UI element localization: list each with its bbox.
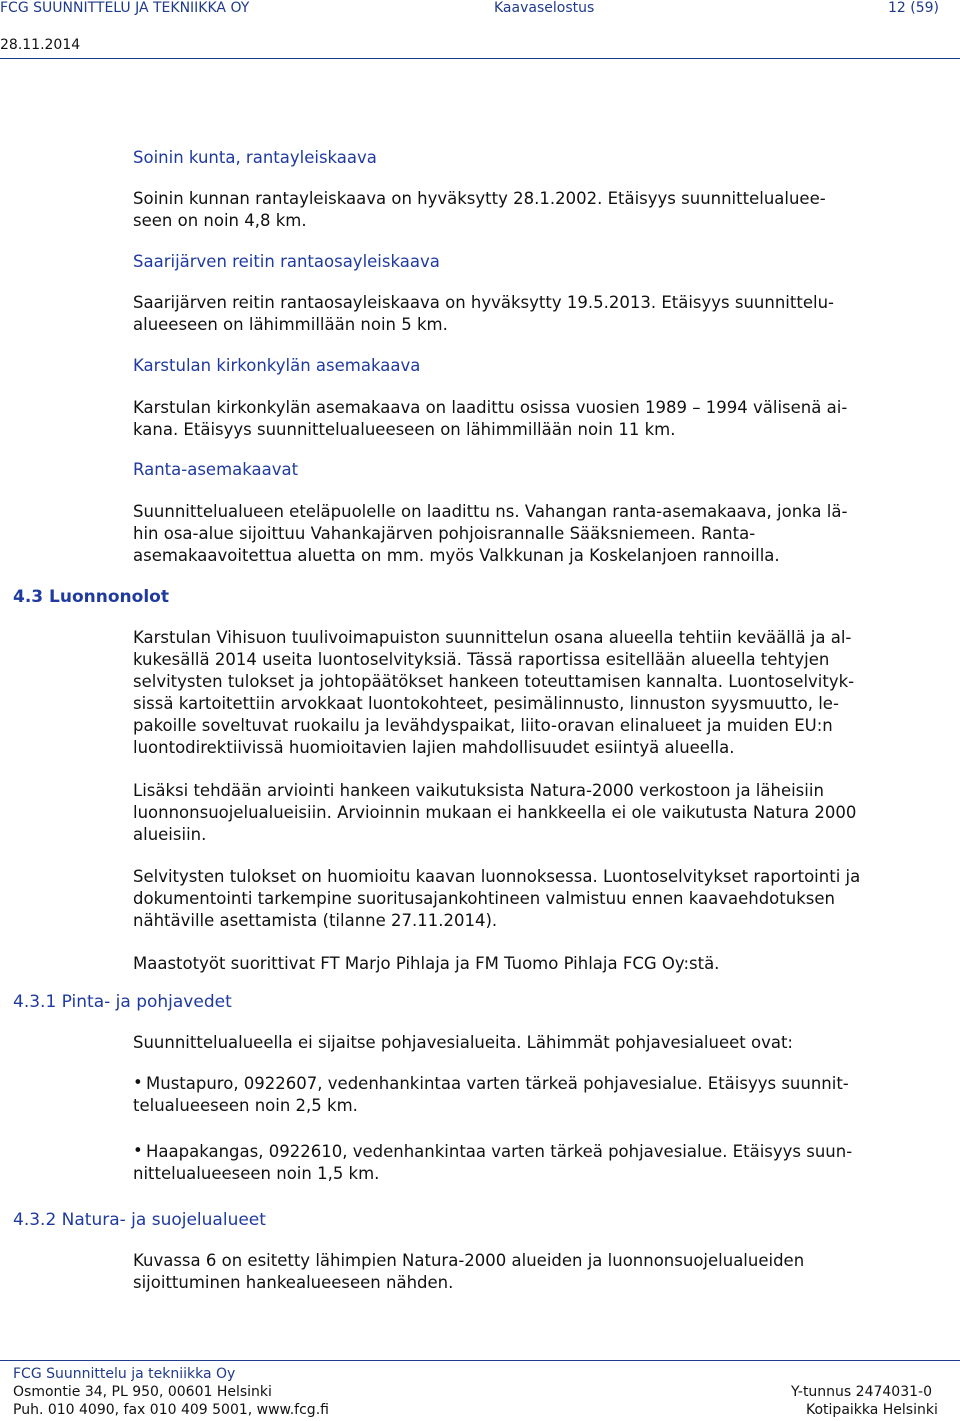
para-431-intro: Suunnittelualueella ei sijaitse pohjavesialueita. Lähimmät pohjavesialueet ovat: — [133, 1033, 793, 1052]
para-432-2: sijoittuminen hankealueeseen nähden. — [133, 1273, 454, 1292]
para-43c-3: nähtäville asettamista (tilanne 27.11.2014). — [133, 911, 498, 930]
para-43d-1: Maastotyöt suorittivat FT Marjo Pihlaja ja FM Tuomo Pihlaja FCG Oy:stä. — [133, 954, 720, 973]
subheading-soini: Soinin kunta, rantayleiskaava — [133, 148, 377, 167]
para-43a-1: Karstulan Vihisuon tuulivoimapuiston suunnittelun osana alueella tehtiin keväällä ja al- — [133, 628, 852, 647]
para-43b-3: alueisiin. — [133, 825, 207, 844]
subheading-saarijarvi: Saarijärven reitin rantaosayleiskaava — [133, 252, 440, 271]
para-karstula-2: kana. Etäisyys suunnittelualueeseen on lähimmillään noin 11 km. — [133, 420, 676, 439]
footer-rule — [0, 1360, 960, 1361]
para-43a-4: sissä kartoitettiin arvokkaat luontokohteet, pesimälinnusto, linnuston syysmuutto, le- — [133, 694, 839, 713]
para-43a-3: selvitysten tulokset ja johtopäätökset hankeen toteuttamisen kannalta. Luontoselvityk- — [133, 672, 855, 691]
bullet-haapakangas-2: nittelualueeseen noin 1,5 km. — [133, 1164, 380, 1183]
para-saarijarvi-2: alueeseen on lähimmillään noin 5 km. — [133, 315, 448, 334]
bullet-mustapuro-1: Mustapuro, 0922607, vedenhankintaa varten tärkeä pohjavesialue. Etäisyys suunnit- — [146, 1074, 849, 1093]
header-date: 28.11.2014 — [0, 37, 81, 53]
footer-home: Kotipaikka Helsinki — [806, 1402, 938, 1418]
bullet-haapakangas-1: Haapakangas, 0922610, vedenhankintaa varten tärkeä pohjavesialue. Etäisyys suun- — [146, 1142, 853, 1161]
para-43a-2: kukesällä 2014 useita luontoselvityksiä. Tässä raportissa esitellään alueella tehtyjen — [133, 650, 830, 669]
bullet-icon: • — [133, 1073, 143, 1092]
bullet-mustapuro-2: telualueeseen noin 2,5 km. — [133, 1096, 358, 1115]
header-page: 12 (59) — [888, 0, 940, 16]
bullet-icon: • — [133, 1141, 143, 1160]
para-ranta-1: Suunnittelualueen eteläpuolelle on laadittu ns. Vahangan ranta-asemakaava, jonka lä- — [133, 502, 848, 521]
footer-address: Osmontie 34, PL 950, 00601 Helsinki — [13, 1384, 272, 1400]
para-saarijarvi-1: Saarijärven reitin rantaosayleiskaava on hyväksytty 19.5.2013. Etäisyys suunnittelu- — [133, 293, 834, 312]
para-43b-2: luonnonsuojelualueisiin. Arvioinnin mukaan ei hankkeella ei ole vaikutusta Natura 2000 — [133, 803, 857, 822]
header-doc-type: Kaavaselostus — [494, 0, 595, 16]
subheading-ranta: Ranta-asemakaavat — [133, 460, 299, 479]
para-43b-1: Lisäksi tehdään arviointi hankeen vaikutuksista Natura-2000 verkostoon ja läheisiin — [133, 781, 824, 800]
para-ranta-2: hin osa-alue sijoittuu Vahankajärven pohjoisrannalle Sääksniemeen. Ranta- — [133, 524, 756, 543]
para-43c-2: dokumentointi tarkempine suoritusajankohtineen valmistuu ennen kaavaehdotuksen — [133, 889, 835, 908]
para-soini-1: Soinin kunnan rantayleiskaava on hyväksytty 28.1.2002. Etäisyys suunnittelualuee- — [133, 189, 826, 208]
footer-ytunnus: Y-tunnus 2474031-0 — [791, 1384, 932, 1400]
section-heading-4-3: 4.3 Luonnonolot — [13, 587, 169, 607]
footer-phone: Puh. 010 4090, fax 010 409 5001, www.fcg.fi — [13, 1402, 329, 1418]
para-432-1: Kuvassa 6 on esitetty lähimpien Natura-2000 alueiden ja luonnonsuojelualueiden — [133, 1251, 805, 1270]
para-43a-5: pakoille soveltuvat ruokailu ja levähdyspaikat, liito-oravan elinalueet ja muiden EU:n — [133, 716, 833, 735]
para-43c-1: Selvitysten tulokset on huomioitu kaavan luonnoksessa. Luontoselvitykset raportointi ja — [133, 867, 861, 886]
para-43a-6: luontodirektiivissä huomioitavien lajien mahdollisuudet esiintyä alueella. — [133, 738, 735, 757]
para-soini-2: seen on noin 4,8 km. — [133, 211, 307, 230]
header-company: FCG SUUNNITTELU JA TEKNIIKKA OY — [0, 0, 250, 16]
subheading-karstula: Karstulan kirkonkylän asemakaava — [133, 356, 421, 375]
para-ranta-3: asemakaavoitettua aluetta on mm. myös Valkkunan ja Koskelanjoen rannoilla. — [133, 546, 780, 565]
para-karstula-1: Karstulan kirkonkylän asemakaava on laadittu osissa vuosien 1989 – 1994 välisenä ai- — [133, 398, 848, 417]
section-heading-4-3-2: 4.3.2 Natura- ja suojelualueet — [13, 1210, 266, 1230]
footer-company: FCG Suunnittelu ja tekniikka Oy — [13, 1366, 236, 1382]
header-rule — [0, 58, 960, 59]
section-heading-4-3-1: 4.3.1 Pinta- ja pohjavedet — [13, 992, 232, 1012]
